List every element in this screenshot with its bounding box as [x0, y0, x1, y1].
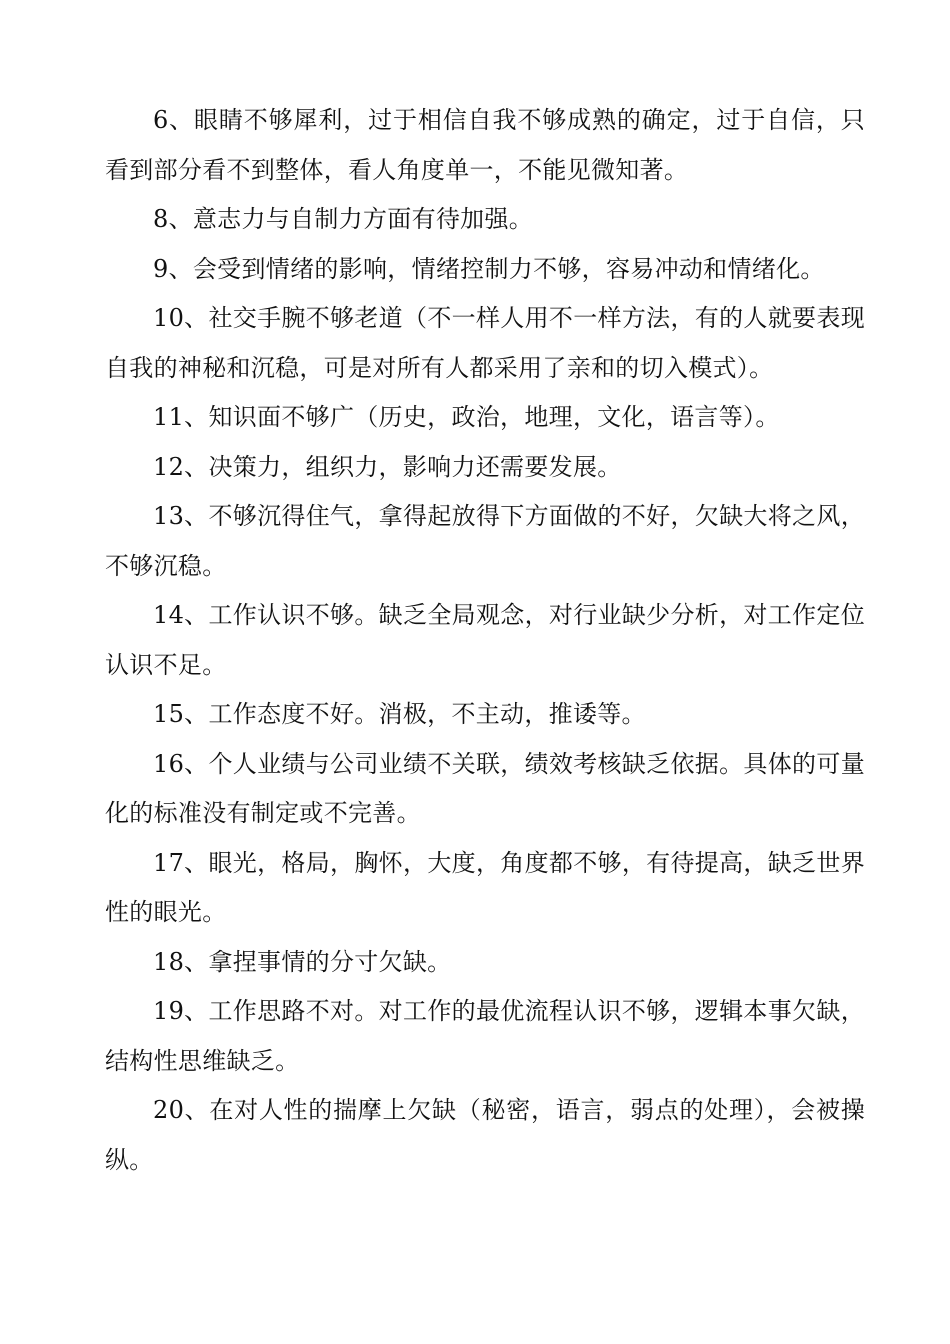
paragraph-15: 15、工作态度不好。消极，不主动，推诿等。 — [153, 700, 646, 728]
paragraph-6: 6、眼睛不够犀利，过于相信自我不够成熟的确定，过于自信，只看到部分看不到整体，看人角度单一，不能见微知著。 — [105, 106, 865, 184]
paragraph-12: 12、决策力，组织力，影响力还需要发展。 — [153, 452, 622, 481]
paragraph-13: 13、不够沉得住气，拿得起放得下方面做的不好，欠缺大将之风，不够沉稳。 — [105, 502, 865, 580]
paragraph-17: 17、眼光，格局，胸怀，大度，角度都不够，有待提高，缺乏世界性的眼光。 — [105, 848, 865, 926]
document-page — [105, 96, 865, 1185]
paragraph-10: 10、社交手腕不够老道（不一样人用不一样方法，有的人就要表现自我的神秘和沉稳，可是对所有人都采用了亲和的切入模式）。 — [105, 304, 865, 382]
paragraph-16: 16、个人业绩与公司业绩不关联，绩效考核缺乏依据。具体的可量化的标准没有制定或不完善。 — [105, 749, 865, 827]
paragraph-20: 20、在对人性的揣摩上欠缺（秘密，语言，弱点的处理），会被操纵。 — [105, 1096, 865, 1174]
paragraph-19: 19、工作思路不对。对工作的最优流程认识不够，逻辑本事欠缺，结构性思维缺乏。 — [105, 997, 865, 1075]
paragraph-14: 14、工作认识不够。缺乏全局观念，对行业缺少分析，对工作定位认识不足。 — [105, 601, 865, 679]
paragraph-8: 8、意志力与自制力方面有待加强。 — [153, 205, 534, 233]
paragraph-11: 11、知识面不够广（历史，政治，地理，文化，语言等）。 — [153, 403, 780, 431]
paragraph-18: 18、拿捏事情的分寸欠缺。 — [153, 947, 452, 976]
paragraph-9: 9、会受到情绪的影响，情绪控制力不够，容易冲动和情绪化。 — [153, 254, 825, 283]
